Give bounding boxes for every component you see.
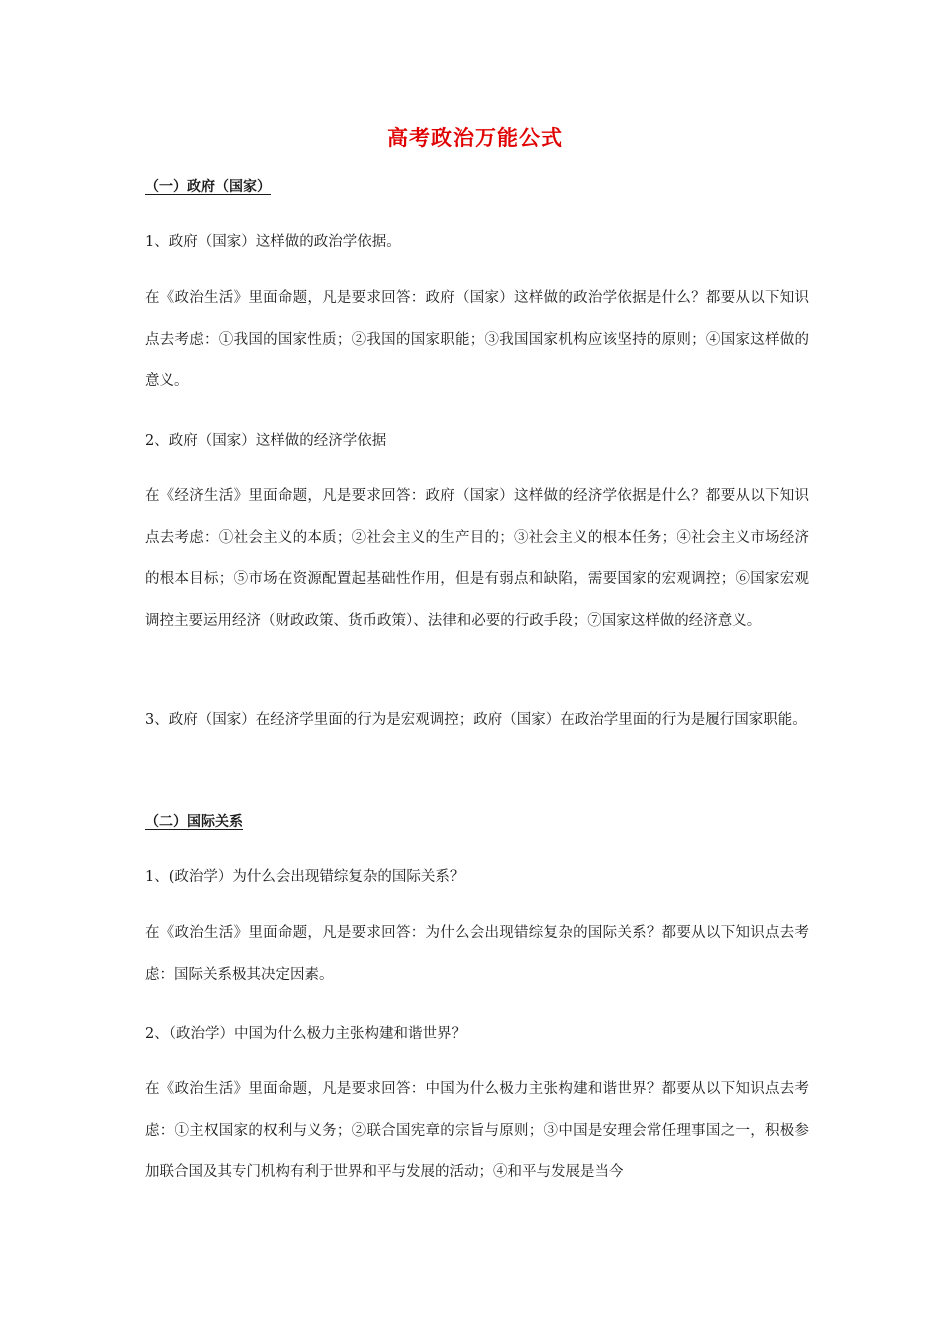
question-heading: 2、政府（国家）这样做的经济学依据 bbox=[145, 433, 387, 449]
question-heading: 2、（政治学）中国为什么极力主张构建和谐世界？ bbox=[145, 1026, 466, 1042]
section-heading-international-relations: （二）国际关系 bbox=[145, 814, 243, 830]
question-heading: 1、(政治学）为什么会出现错综复杂的国际关系？ bbox=[145, 869, 465, 885]
section-heading-government: （一）政府（国家） bbox=[145, 179, 271, 195]
answer-paragraph: 在《经济生活》里面命题，凡是要求回答：政府（国家）这样做的经济学依据是什么？都要从以下知识点去考虑：①社会主义的本质；②社会主义的生产目的；③社会主义的根本任务；④社会主义市场经济的根本目标；⑤市场在资源配置起基础性作用，但是有弱点和缺陷，需要国家的宏观调控；⑥国家宏观调控主要运用经济（财政政策、货币政策）、法律和必要的行政手段；⑦国家这样做的经济意义。 bbox=[145, 488, 809, 629]
answer-paragraph: 在《政治生活》里面命题，凡是要求回答：中国为什么极力主张构建和谐世界？都要从以下知识点去考虑：①主权国家的权利与义务；②联合国宪章的宗旨与原则；③中国是安理会常任理事国之一，积极参加联合国及其专门机构有利于世界和平与发展的活动；④和平与发展是当今 bbox=[145, 1081, 809, 1180]
question-heading: 1、政府（国家）这样做的政治学依据。 bbox=[145, 234, 401, 250]
note-paragraph: 3、政府（国家）在经济学里面的行为是宏观调控；政府（国家）在政治学里面的行为是履行国家职能。 bbox=[145, 712, 807, 728]
answer-paragraph: 在《政治生活》里面命题，凡是要求回答：政府（国家）这样做的政治学依据是什么？都要从以下知识点去考虑：①我国的国家性质；②我国的国家职能；③我国国家机构应该坚持的原则；④国家这样做的意义。 bbox=[145, 290, 809, 389]
document-title: 高考政治万能公式 bbox=[387, 126, 563, 150]
answer-paragraph: 在《政治生活》里面命题，凡是要求回答：为什么会出现错综复杂的国际关系？都要从以下知识点去考虑：国际关系极其决定因素。 bbox=[145, 925, 809, 983]
